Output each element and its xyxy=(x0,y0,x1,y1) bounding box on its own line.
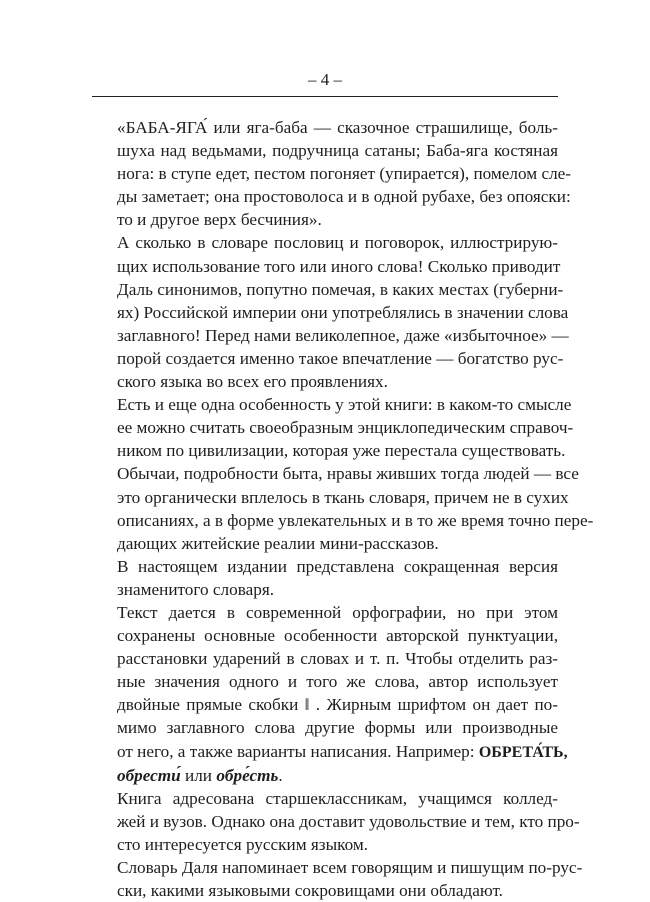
text-line: шуха над ведьмами, подручница сатаны; Баба-яга костяная xyxy=(117,141,558,161)
example-form-2: обре́сть xyxy=(216,765,279,785)
page-number: – 4 – xyxy=(308,70,342,89)
text-line: знаменитого словаря. xyxy=(117,579,275,599)
text-line: Обычаи, подробности быта, нравы живших тогда людей — все xyxy=(117,464,579,484)
text-line: сто интересуется русским языком. xyxy=(117,834,369,854)
example-or-word: или xyxy=(180,765,217,785)
text-line: ского языка во всех его проявлениях. xyxy=(117,372,388,392)
paragraph-dictionary-quote xyxy=(92,116,572,231)
text-line: Словарь Даля напоминает всем говорящим и пишущим по-рус- xyxy=(117,858,583,877)
text-line: то и другое верх бесчиния». xyxy=(117,210,322,230)
text-line: описаниях, а в форме увлекательных и в то же время точно пере- xyxy=(117,510,594,530)
text-line-example-forms xyxy=(92,764,558,787)
paragraph-orthography xyxy=(92,601,568,787)
text-line: Даль синонимов, попутно помечая, в каких местах (губерни- xyxy=(117,279,564,299)
text-line: жей и вузов. Однако она доставит удовольствие и тем, кто про- xyxy=(117,811,580,831)
text-line-with-example xyxy=(92,740,568,764)
text-line: В настоящем издании представлена сокращенная версия xyxy=(117,556,558,576)
paragraph-encyclopedia xyxy=(92,393,594,555)
header-rule xyxy=(92,96,558,97)
text-line: Книга адресована старшеклассникам, учащимся коллед- xyxy=(117,788,558,808)
example-period: . xyxy=(278,765,283,785)
text-line: ником по цивилизации, которая уже перестала существовать. xyxy=(117,441,566,461)
text-line: ски, какими языковыми сокровищами они обладают. xyxy=(117,881,503,901)
text-line: ные значения одного и того же слова, автор использует xyxy=(117,672,558,692)
paragraph-audience xyxy=(92,787,580,856)
text-line: ях) Российской империи они употреблялись в значении слова xyxy=(117,302,569,322)
text-line: А сколько в словаре пословиц и поговорок, иллюстрирую- xyxy=(117,233,558,253)
text-line: мимо заглавного слова другие формы или производные xyxy=(117,718,558,738)
text-line: это органически вплелось в ткань словаря, причем не в сухих xyxy=(117,487,569,507)
paragraph-proverbs xyxy=(92,231,569,393)
text-line: расстановки ударений в словах и т. п. Чтобы отделить раз- xyxy=(117,649,558,669)
text-line: ее можно считать своеобразным энциклопедическим справоч- xyxy=(117,418,574,438)
text-line-part: от него, а также варианты написания. Например: xyxy=(117,741,475,761)
text-line: дающих житейские реалии мини-рассказов. xyxy=(117,533,439,553)
text-line: сохранены основные особенности авторской пунктуации, xyxy=(117,626,558,646)
book-page xyxy=(92,70,594,902)
example-headword: ОБРЕТА́ТЬ xyxy=(478,743,564,761)
example-comma: , xyxy=(563,743,568,761)
text-line: Текст дается в современной орфографии, но при этом xyxy=(117,602,558,622)
text-line: заглавного! Перед нами великолепное, даже «избыточное» — xyxy=(117,325,569,345)
text-line: двойные прямые скобки ‖ . Жирным шрифтом он дает по- xyxy=(117,695,558,715)
example-form-1: обрести́ xyxy=(117,765,181,785)
paragraph-edition xyxy=(92,555,558,601)
text-line: ды заметает; она простоволоса и в одной рубахе, без опояски: xyxy=(117,187,571,207)
body-text xyxy=(92,116,594,902)
text-line: нога: в ступе едет, пестом погоняет (упирается), помелом сле- xyxy=(117,164,572,184)
text-line: «БАБА-ЯГА́ или яга-баба — сказочное страшилище, боль- xyxy=(117,118,558,137)
text-line: Есть и еще одна особенность у этой книги: в каком-то смысле xyxy=(117,395,572,415)
text-line: порой создается именно такое впечатление — богатство рус- xyxy=(117,348,564,368)
paragraph-closing xyxy=(92,856,583,902)
text-line: щих использование того или иного слова! Сколько приводит xyxy=(117,256,561,276)
